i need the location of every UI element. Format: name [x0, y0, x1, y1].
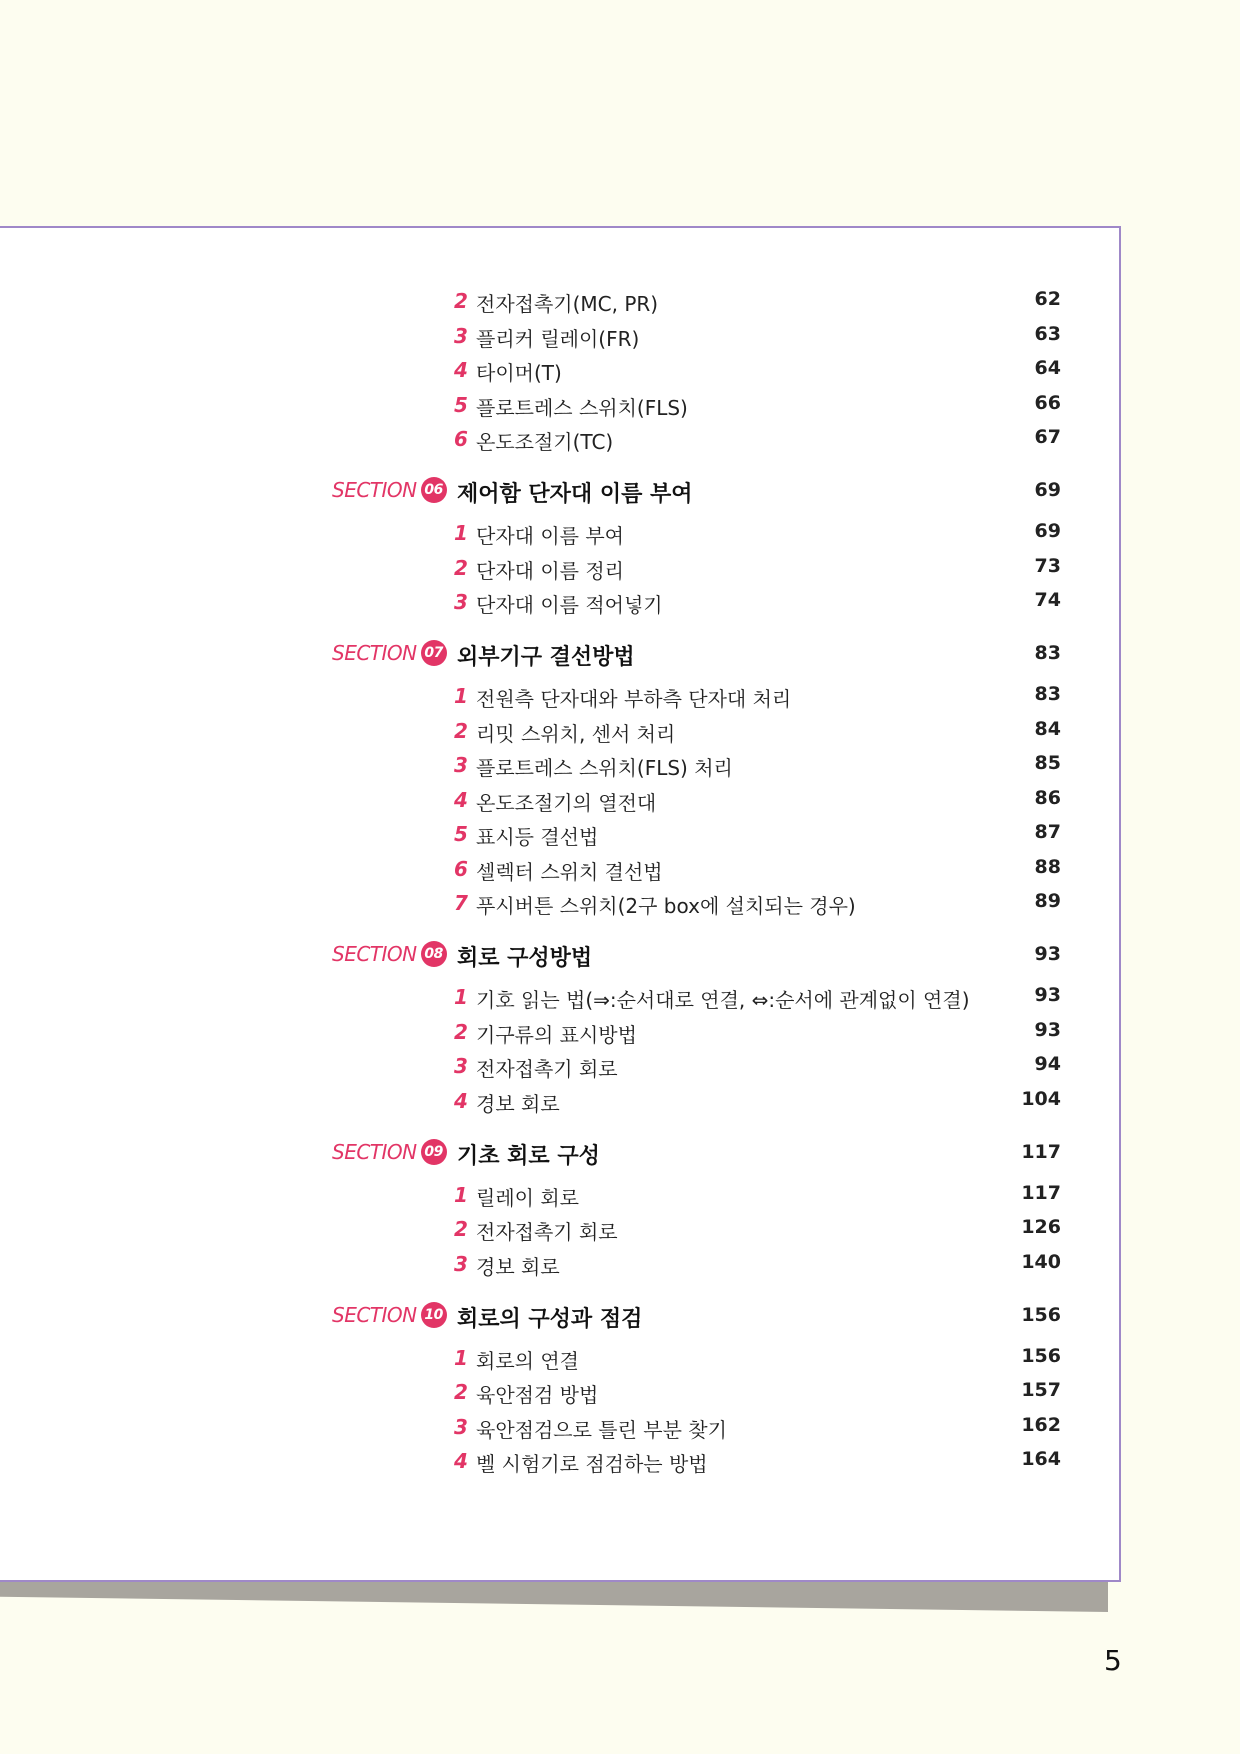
- item-number: 4: [454, 787, 468, 812]
- section-label: SECTION: [332, 1139, 417, 1164]
- item-number: 3: [454, 1054, 468, 1078]
- item-title: 온도조절기의 열전대: [476, 790, 657, 815]
- item-number: 1: [454, 985, 468, 1009]
- item-title: 리밋 스위치, 센서 처리: [476, 721, 676, 746]
- item-number: 2: [454, 1380, 468, 1404]
- item-number: 1: [454, 521, 468, 545]
- section-number-badge: 07: [421, 640, 447, 666]
- page-ref: 140: [1021, 1250, 1061, 1273]
- item-title: 육안점검 방법: [476, 1383, 599, 1407]
- item-number: 2: [454, 1217, 468, 1241]
- page-ref: 126: [1021, 1216, 1061, 1238]
- page-ref: 104: [1021, 1087, 1061, 1110]
- item-title: 온도조절기(TC): [476, 430, 614, 454]
- page-ref: 62: [1034, 288, 1061, 310]
- item-title: 셀렉터 스위치 결선법: [476, 859, 663, 884]
- item-number: 4: [454, 1088, 468, 1113]
- table-of-contents: [0, 228, 1119, 1580]
- item-number: 7: [454, 891, 468, 915]
- page-ref: 117: [1021, 1140, 1061, 1163]
- item-number: 4: [454, 358, 468, 382]
- item-title: 기구류의 표시방법: [476, 1022, 637, 1047]
- toc-item-row: [0, 750, 1119, 780]
- section-label: SECTION: [332, 1302, 417, 1327]
- page-ref: 157: [1021, 1379, 1061, 1401]
- page-ref: 86: [1034, 786, 1061, 809]
- toc-item-row: [0, 321, 1119, 351]
- item-number: 3: [454, 323, 468, 348]
- item-number: 6: [454, 427, 468, 451]
- toc-item-row: [0, 587, 1119, 617]
- toc-item-row: [0, 1446, 1119, 1476]
- item-title: 전자접촉기 회로: [476, 1057, 618, 1081]
- page-ref: 66: [1034, 391, 1061, 414]
- item-title: 벨 시험기로 점검하는 방법: [476, 1452, 708, 1476]
- item-title: 경보 회로: [476, 1254, 560, 1279]
- page-ref: 162: [1021, 1413, 1061, 1436]
- item-title: 기호 읽는 법(⇒:순서대로 연결, ⇔:순서에 관계없이 연결): [476, 988, 970, 1012]
- page-ref: 93: [1034, 984, 1061, 1006]
- toc-item-row: [0, 1377, 1119, 1407]
- toc-item-row: [0, 854, 1119, 884]
- item-title: 회로의 연결: [476, 1348, 579, 1373]
- page-ref: 85: [1034, 752, 1061, 774]
- toc-item-row: [0, 1086, 1119, 1116]
- section-title: 제어함 단자대 이름 부여: [457, 482, 693, 507]
- section-heading: [332, 477, 447, 503]
- item-number: 2: [454, 718, 468, 743]
- page-ref: 88: [1034, 855, 1061, 878]
- item-title: 표시등 결선법: [476, 825, 599, 849]
- item-title: 플리커 릴레이(FR): [476, 326, 640, 351]
- toc-item-row: [0, 1017, 1119, 1047]
- toc-item-row: [0, 1051, 1119, 1081]
- section-title: 외부기구 결선방법: [457, 645, 635, 670]
- page-ref: 87: [1034, 821, 1061, 843]
- toc-item-row: [0, 1343, 1119, 1373]
- page-ref: 64: [1034, 357, 1061, 379]
- toc-item-row: [0, 1214, 1119, 1244]
- section-number-badge: 10: [421, 1302, 447, 1328]
- section-heading: [332, 1139, 447, 1165]
- item-title: 경보 회로: [476, 1091, 560, 1116]
- item-title: 전원측 단자대와 부하측 단자대 처리: [476, 687, 792, 711]
- page-ref: 93: [1034, 943, 1061, 965]
- section-number-badge: 06: [421, 477, 447, 503]
- item-number: 5: [454, 822, 468, 846]
- page-ref: 84: [1034, 717, 1061, 740]
- section-title: 기초 회로 구성: [457, 1143, 600, 1169]
- item-title: 전자접촉기 회로: [476, 1220, 618, 1244]
- section-label: SECTION: [332, 942, 417, 966]
- item-number: 5: [454, 392, 468, 417]
- item-title: 단자대 이름 부여: [476, 524, 624, 548]
- toc-item-row: [0, 1180, 1119, 1210]
- toc-section-row: [0, 640, 1119, 670]
- page-ref: 94: [1034, 1053, 1061, 1075]
- item-number: 4: [454, 1449, 468, 1473]
- page-ref: 63: [1034, 322, 1061, 345]
- item-title: 단자대 이름 적어넣기: [476, 593, 663, 617]
- toc-item-row: [0, 286, 1119, 316]
- item-number: 2: [454, 555, 468, 580]
- toc-item-row: [0, 1249, 1119, 1279]
- section-number-badge: 09: [421, 1139, 447, 1165]
- item-number: 3: [454, 590, 468, 614]
- page-ref: 164: [1021, 1448, 1061, 1470]
- item-number: 1: [454, 1345, 468, 1370]
- toc-item-row: [0, 424, 1119, 454]
- item-title: 플로트레스 스위치(FLS) 처리: [476, 756, 733, 780]
- section-heading: [332, 941, 447, 967]
- toc-item-row: [0, 888, 1119, 918]
- toc-section-row: [0, 1139, 1119, 1169]
- section-heading: [332, 1302, 447, 1328]
- page-ref: 117: [1021, 1181, 1061, 1204]
- item-title: 단자대 이름 정리: [476, 558, 624, 583]
- section-label: SECTION: [332, 641, 417, 665]
- page-ref: 69: [1034, 479, 1061, 501]
- item-number: 1: [454, 684, 468, 708]
- page-number: 5: [1104, 1644, 1122, 1677]
- toc-item-row: [0, 518, 1119, 548]
- page-ref: 83: [1034, 642, 1061, 664]
- section-number-badge: 08: [421, 941, 447, 967]
- item-title: 타이머(T): [476, 361, 562, 385]
- item-title: 푸시버튼 스위치(2구 box에 설치되는 경우): [476, 894, 856, 918]
- page-ref: 89: [1034, 890, 1061, 912]
- section-title: 회로의 구성과 점검: [457, 1306, 643, 1332]
- toc-item-row: [0, 785, 1119, 815]
- item-title: 플로트레스 스위치(FLS): [476, 395, 688, 420]
- item-number: 3: [454, 1414, 468, 1439]
- item-number: 2: [454, 289, 468, 313]
- section-label: SECTION: [332, 478, 417, 502]
- toc-item-row: [0, 716, 1119, 746]
- toc-section-row: [0, 941, 1119, 971]
- section-heading: [332, 640, 447, 666]
- section-title: 회로 구성방법: [457, 946, 593, 971]
- toc-section-row: [0, 477, 1119, 507]
- toc-item-row: [0, 982, 1119, 1012]
- toc-item-row: [0, 1412, 1119, 1442]
- item-title: 육안점검으로 틀린 부분 찾기: [476, 1417, 727, 1442]
- toc-panel: [0, 226, 1121, 1582]
- toc-item-row: [0, 355, 1119, 385]
- toc-section-row: [0, 1302, 1119, 1332]
- page-ref: 156: [1021, 1344, 1061, 1367]
- item-number: 3: [454, 753, 468, 777]
- toc-item-row: [0, 819, 1119, 849]
- page-ref: 74: [1034, 589, 1061, 611]
- item-number: 2: [454, 1019, 468, 1044]
- toc-item-row: [0, 681, 1119, 711]
- page-ref: 93: [1034, 1018, 1061, 1041]
- page-ref: 73: [1034, 554, 1061, 577]
- item-number: 3: [454, 1251, 468, 1276]
- item-number: 6: [454, 856, 468, 881]
- page-ref: 156: [1021, 1303, 1061, 1326]
- page-ref: 67: [1034, 426, 1061, 448]
- page-ref: 69: [1034, 520, 1061, 542]
- page-ref: 83: [1034, 683, 1061, 705]
- item-number: 1: [454, 1182, 468, 1207]
- item-title: 릴레이 회로: [476, 1185, 579, 1210]
- toc-item-row: [0, 390, 1119, 420]
- item-title: 전자접촉기(MC, PR): [476, 292, 659, 316]
- toc-item-row: [0, 553, 1119, 583]
